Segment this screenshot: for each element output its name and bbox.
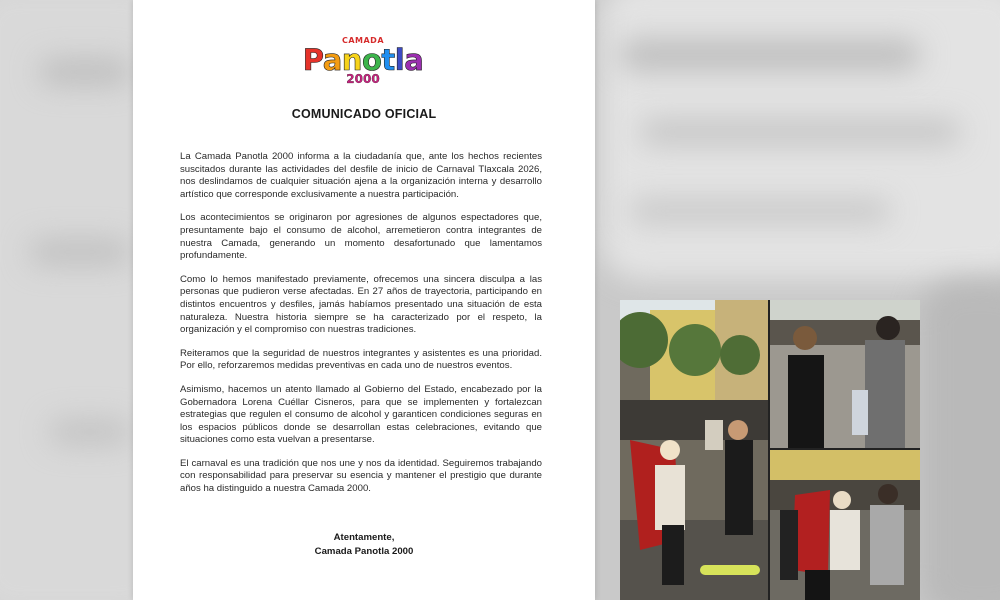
- closing-block: [133, 531, 595, 559]
- statement-document: [133, 0, 595, 600]
- paragraph: La Camada Panotla 2000 informa a la ciudadanía que, ante los hechos recientes suscitados durante las actividades del desfile de inicio de Carnaval Tlaxcala 2026, nos deslindamos de cualquier situación ajena a la organización interna y desarrollo artístico que corresponde exclusivamente a nuestra participación.: [180, 151, 542, 200]
- paragraph: Asimismo, hacemos un atento llamado al Gobierno del Estado, encabezado por la Gobernadora Lorena Cuéllar Cisneros, para que se implementen y fortalezcan estrategias que regulen el consumo de alcohol y garanticen condiciones seguras en los espacios públicos donde se desarrollan estas celebraciones, evitando que situaciones como esta vuelvan a presentarse.: [180, 383, 542, 446]
- paragraph: Los acontecimientos se originaron por agresiones de algunos espectadores que, presuntamente bajo el consumo de alcohol, arremetieron contra integrantes de nuestra Camada, generando un momento desafortunado que lamentamos profundamente.: [180, 212, 542, 262]
- photo-crowd-scuffle: [770, 450, 920, 600]
- paragraph: Reiteramos que la seguridad de nuestros integrantes y asistentes es una prioridad. Por ello, reforzaremos medidas preventivas en cada uno de nuestros eventos.: [180, 347, 542, 372]
- photo-woman-and-man: [770, 300, 920, 448]
- photo-collage: [620, 300, 920, 600]
- document-title: COMUNICADO OFICIAL: [291, 107, 437, 121]
- document-body: [180, 151, 542, 507]
- closing-salutation: Atentamente,: [333, 532, 395, 543]
- paragraph: El carnaval es una tradición que nos une y nos da identidad. Seguiremos trabajando con responsabilidad para preservar su esencia y mantener el prestigio que durante años ha distinguido a nuestra Camada 2000.: [180, 457, 542, 495]
- camada-panotla-logo: CAMADA Panotla 2000: [302, 36, 424, 86]
- signature: Camada Panotla 2000: [314, 546, 414, 557]
- paragraph: Como lo hemos manifestado previamente, ofrecemos una sincera disculpa a las personas que pudieron verse afectadas. En 27 años de trayectoria, participando en distintos encuentros y desfiles, jamás habíamos presentado una situación de esta naturaleza. Nuestra historia siempre se ha caracterizado por el respeto, la organización y el compromiso con nuestras tradiciones.: [180, 273, 542, 336]
- photo-parade-confrontation: [620, 300, 768, 600]
